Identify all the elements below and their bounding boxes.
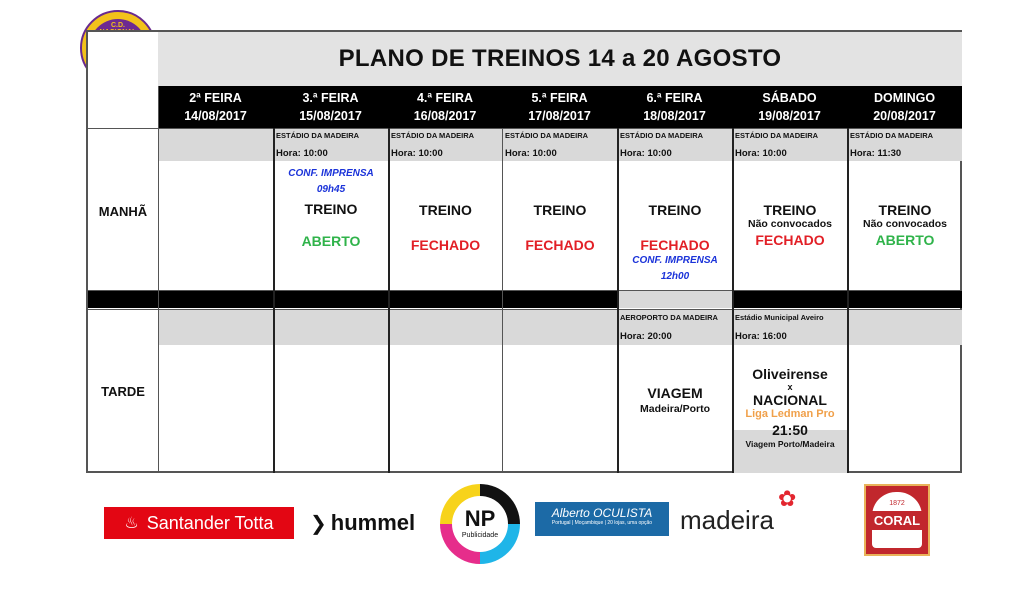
- status-closed: FECHADO: [755, 232, 825, 248]
- flower-icon: ✿: [778, 486, 797, 511]
- status-open: ABERTO: [301, 233, 361, 249]
- santander-logo: [104, 507, 294, 539]
- day-name: 6.ª FEIRA: [646, 91, 703, 105]
- away-team: NACIONAL: [753, 392, 827, 408]
- match-sat-afternoon: [733, 366, 847, 449]
- status-open: ABERTO: [875, 232, 935, 248]
- day-date: 18/08/2017: [643, 109, 706, 123]
- activity-sub: Madeira/Porto: [639, 403, 710, 415]
- day-header-wed: [388, 86, 502, 128]
- madeira-logo: madeira: [680, 505, 774, 535]
- grid-line: [88, 290, 962, 291]
- row-label-afternoon: TARDE: [101, 384, 145, 399]
- activity: VIAGEM: [647, 385, 703, 401]
- hummel-text: hummel: [330, 510, 416, 535]
- separator-band-grey: [617, 290, 732, 308]
- np-logo: [440, 484, 520, 564]
- santander-text: Santander Totta: [146, 512, 274, 533]
- day-date: 14/08/2017: [184, 109, 247, 123]
- location-label: AEROPORTO DA MADEIRA: [620, 313, 718, 322]
- press-time: 09h45: [316, 184, 346, 195]
- np-inner: [452, 496, 508, 552]
- day-date: 17/08/2017: [528, 109, 591, 123]
- time-label: Hora: 10:00: [391, 148, 443, 159]
- day-header-sun: [847, 86, 962, 128]
- status-closed: FECHADO: [525, 237, 595, 253]
- grid-line: [88, 128, 962, 129]
- location-label: ESTÁDIO DA MADEIRA: [735, 131, 819, 140]
- row-label-morning: MANHÃ: [98, 204, 148, 219]
- time-label: Hora: 11:30: [850, 148, 902, 159]
- np-sub-text: Publicidade: [461, 532, 499, 539]
- activity: TREINO: [648, 202, 702, 218]
- separator-band: [88, 290, 617, 308]
- grid-line: [847, 128, 849, 473]
- schedule-table: [86, 30, 962, 473]
- time-label: Hora: 10:00: [620, 148, 672, 159]
- day-header-sat: [732, 86, 847, 128]
- grid-line: [617, 128, 619, 473]
- day-header-mon: [158, 86, 273, 128]
- chevron-icon: ❯: [310, 512, 327, 535]
- afternoon-location-band: [158, 309, 962, 345]
- session-wed-morning: [389, 202, 502, 253]
- session-tue-morning: [274, 166, 388, 249]
- grid-line: [158, 86, 159, 473]
- time-label: Hora: 10:00: [735, 148, 787, 159]
- grid-line: [502, 128, 503, 473]
- activity: TREINO: [878, 202, 932, 218]
- coral-logo: [864, 484, 930, 556]
- day-header-thu: [502, 86, 617, 128]
- hummel-logo: [310, 503, 430, 543]
- day-date: 20/08/2017: [873, 109, 936, 123]
- grid-line: [388, 128, 390, 473]
- time-label: Hora: 10:00: [276, 148, 328, 159]
- coral-year: 1872: [889, 500, 905, 507]
- flame-icon: ♨: [124, 515, 139, 532]
- coral-inner: [872, 492, 922, 548]
- day-name: 3.ª FEIRA: [302, 91, 359, 105]
- time-label: Hora: 10:00: [505, 148, 557, 159]
- press-time: 12h00: [660, 271, 690, 282]
- day-date: 19/08/2017: [758, 109, 821, 123]
- session-thu-morning: [503, 202, 617, 253]
- press-note: CONF. IMPRENSA: [632, 255, 718, 266]
- activity: TREINO: [533, 202, 587, 218]
- status-closed: FECHADO: [410, 237, 481, 253]
- location-label: ESTÁDIO DA MADEIRA: [505, 131, 589, 140]
- day-name: 2ª FEIRA: [189, 91, 242, 105]
- time-label: Hora: 20:00: [620, 331, 672, 342]
- location-label: Estádio Municipal Aveiro: [735, 313, 824, 322]
- league-name: Liga Ledman Pro: [745, 408, 835, 420]
- location-label: ESTÁDIO DA MADEIRA: [850, 131, 934, 140]
- home-team: Oliveirense: [752, 366, 828, 382]
- versus: x: [787, 382, 793, 392]
- session-fri-afternoon: [618, 385, 732, 415]
- badge-top-text: C.D.: [111, 22, 125, 29]
- activity-sub: Não convocados: [747, 218, 833, 230]
- day-name: 5.ª FEIRA: [531, 91, 588, 105]
- grid-line: [88, 309, 962, 310]
- activity: TREINO: [419, 202, 472, 218]
- day-header-tue: [273, 86, 388, 128]
- day-date: 16/08/2017: [413, 109, 477, 123]
- alberto-oculista-logo: [535, 502, 669, 536]
- day-name: 4.ª FEIRA: [416, 91, 474, 105]
- alberto-sub-text: Portugal | Moçambique | 20 lojas, uma opção: [551, 520, 653, 526]
- coral-text: CORAL: [873, 513, 921, 528]
- time-label: Hora: 16:00: [735, 331, 787, 342]
- session-fri-morning: [618, 202, 732, 285]
- status-closed: FECHADO: [640, 237, 710, 253]
- location-label: ESTÁDIO DA MADEIRA: [620, 131, 704, 140]
- day-name: DOMINGO: [873, 91, 936, 105]
- page-title: PLANO DE TREINOS 14 a 20 AGOSTO: [158, 32, 962, 86]
- day-date: 15/08/2017: [299, 109, 362, 123]
- location-label: ESTÁDIO DA MADEIRA: [391, 131, 475, 140]
- press-note: CONF. IMPRENSA: [288, 168, 374, 179]
- activity: TREINO: [763, 202, 817, 218]
- location-label: ESTÁDIO DA MADEIRA: [276, 131, 360, 140]
- np-text: NP: [464, 506, 496, 531]
- session-sat-morning: [733, 202, 847, 248]
- travel-note: Viagem Porto/Madeira: [745, 439, 835, 449]
- alberto-text: Alberto OCULISTA: [551, 506, 653, 520]
- kickoff-time: 21:50: [772, 422, 808, 438]
- day-name: SÁBADO: [762, 91, 817, 105]
- activity: TREINO: [304, 201, 358, 217]
- session-sun-morning: [848, 202, 962, 248]
- activity-sub: Não convocados: [862, 218, 948, 230]
- day-header-fri: [617, 86, 732, 128]
